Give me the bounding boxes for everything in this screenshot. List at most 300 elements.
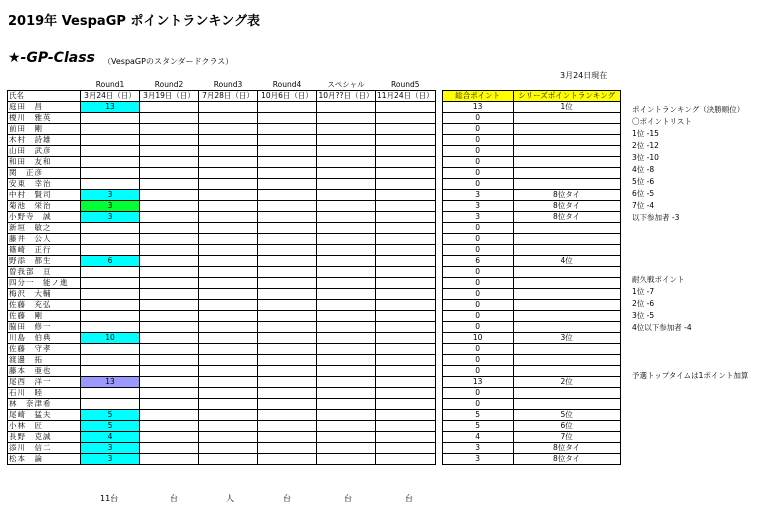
name-cell: 渡邊 拓 (8, 355, 81, 366)
table-row (8, 146, 621, 157)
endurance-title: 耐久戦ポイント (632, 275, 685, 284)
round-cell (258, 432, 317, 443)
round1-cell (81, 399, 140, 410)
round-cell (258, 355, 317, 366)
round-cell (376, 311, 436, 322)
round-cell (140, 377, 199, 388)
endurance-item: 2位 -6 (632, 299, 655, 308)
total-cell: 6 (442, 256, 513, 267)
round-cell (258, 223, 317, 234)
round-cell (376, 267, 436, 278)
rank-cell: 6位 (513, 421, 620, 432)
rank-cell: 7位 (513, 432, 620, 443)
name-cell: 脇田 修一 (8, 322, 81, 333)
round-cell (376, 421, 436, 432)
gap-cell (435, 267, 442, 278)
table-row (8, 190, 621, 201)
round-cell (199, 366, 258, 377)
round1-cell (81, 234, 140, 245)
round-cell (376, 289, 436, 300)
round-cell (317, 322, 376, 333)
round-cell (317, 212, 376, 223)
round-cell (199, 168, 258, 179)
round-cell (258, 124, 317, 135)
gap-cell (435, 366, 442, 377)
rank-cell (513, 344, 620, 355)
rank-cell (513, 289, 620, 300)
round-cell (376, 432, 436, 443)
round-cell (376, 366, 436, 377)
round-cell (376, 201, 436, 212)
round-cell (376, 333, 436, 344)
total-cell: 0 (442, 124, 513, 135)
round-cell (258, 168, 317, 179)
round-cell (199, 102, 258, 113)
rank-cell (513, 300, 620, 311)
round-cell (258, 146, 317, 157)
round1-cell (81, 355, 140, 366)
gap-cell (435, 179, 442, 190)
name-cell: 中村 賢司 (8, 190, 81, 201)
ranking-header: シリーズポイントランキング (513, 91, 620, 102)
rank-cell (513, 278, 620, 289)
round1-cell: 3 (81, 212, 140, 223)
round1-cell (81, 157, 140, 168)
name-cell: 尾西 洋一 (8, 377, 81, 388)
round-cell (317, 179, 376, 190)
round-cell (199, 135, 258, 146)
round-cell (376, 399, 436, 410)
round-cell (140, 289, 199, 300)
round-cell (317, 333, 376, 344)
participant-count: 11台 (100, 494, 119, 503)
point-item: 6位 -5 (632, 189, 655, 198)
round-cell (140, 223, 199, 234)
round-cell (199, 311, 258, 322)
round-cell (199, 157, 258, 168)
ranking-table (7, 80, 621, 465)
round-cell (376, 212, 436, 223)
round-cell (140, 366, 199, 377)
round1-cell (81, 344, 140, 355)
round-cell (258, 179, 317, 190)
round-label: Round5 (391, 80, 420, 89)
gap-cell (435, 212, 442, 223)
round-cell (199, 234, 258, 245)
name-cell: 安東 幸治 (8, 179, 81, 190)
total-cell: 0 (442, 157, 513, 168)
table-row (8, 278, 621, 289)
round-cell (258, 300, 317, 311)
column-header-row (8, 91, 621, 102)
round-cell (376, 234, 436, 245)
round-cell (376, 245, 436, 256)
table-row (8, 388, 621, 399)
point-item: 3位 -10 (632, 153, 659, 162)
gap-cell (435, 432, 442, 443)
round1-cell (81, 146, 140, 157)
name-cell: 林 奈津希 (8, 399, 81, 410)
round1-cell (81, 311, 140, 322)
name-cell: 梅沢 大輔 (8, 289, 81, 300)
gap-cell (435, 113, 442, 124)
round-cell (199, 289, 258, 300)
gap-cell (435, 300, 442, 311)
rank-cell: 5位 (513, 410, 620, 421)
total-cell: 0 (442, 146, 513, 157)
round-cell (140, 146, 199, 157)
rank-cell (513, 113, 620, 124)
date-header: 10月6日（日） (258, 91, 317, 102)
name-cell: 川島 伯典 (8, 333, 81, 344)
name-cell: 前田 剛 (8, 124, 81, 135)
point-item: 4位 -8 (632, 165, 655, 174)
rank-cell: 3位 (513, 333, 620, 344)
round-cell (199, 124, 258, 135)
table-row (8, 245, 621, 256)
gap-cell (435, 421, 442, 432)
round-cell (258, 399, 317, 410)
round-cell (258, 454, 317, 465)
round-cell (140, 311, 199, 322)
rank-cell (513, 168, 620, 179)
round-cell (140, 278, 199, 289)
round-cell (140, 113, 199, 124)
gap-cell (435, 355, 442, 366)
total-cell: 0 (442, 245, 513, 256)
total-cell: 4 (442, 432, 513, 443)
round-cell (317, 311, 376, 322)
table-row (8, 311, 621, 322)
round-cell (199, 399, 258, 410)
round-cell (258, 289, 317, 300)
name-cell: 四分一 能ノ進 (8, 278, 81, 289)
round-cell (376, 190, 436, 201)
round1-cell: 10 (81, 333, 140, 344)
participant-count: 台 (405, 494, 413, 503)
round-cell (317, 146, 376, 157)
gap-cell (435, 135, 442, 146)
date-header: 10月??日（日） (318, 91, 374, 100)
table-row (8, 179, 621, 190)
table-row (8, 267, 621, 278)
total-cell: 0 (442, 135, 513, 146)
round-cell (199, 190, 258, 201)
round-cell (258, 245, 317, 256)
date-header: 3月24日（日） (81, 91, 140, 102)
round-cell (258, 344, 317, 355)
round-label: スペシャル (327, 80, 365, 89)
round-cell (376, 355, 436, 366)
round1-cell (81, 289, 140, 300)
total-cell: 0 (442, 366, 513, 377)
round1-cell: 3 (81, 443, 140, 454)
rank-cell (513, 179, 620, 190)
total-cell: 3 (442, 212, 513, 223)
round1-cell (81, 278, 140, 289)
table-row (8, 344, 621, 355)
round-cell (140, 355, 199, 366)
round1-cell: 4 (81, 432, 140, 443)
total-cell: 0 (442, 179, 513, 190)
class-name: ★-GP-Class (8, 50, 95, 66)
round-label: Round1 (95, 80, 125, 89)
round-cell (258, 322, 317, 333)
round1-cell: 13 (81, 377, 140, 388)
round-cell (140, 102, 199, 113)
endurance-item: 3位 -5 (632, 311, 655, 320)
name-cell: 山田 武彦 (8, 146, 81, 157)
total-cell: 0 (442, 399, 513, 410)
round-cell (140, 179, 199, 190)
rank-cell (513, 135, 620, 146)
round-cell (317, 388, 376, 399)
round1-cell: 6 (81, 256, 140, 267)
table-row (8, 377, 621, 388)
name-cell: 添川 信二 (8, 443, 81, 454)
table-row (8, 399, 621, 410)
name-cell: 佐藤 充弘 (8, 300, 81, 311)
table-row (8, 234, 621, 245)
gap-cell (435, 289, 442, 300)
name-header: 氏名 (8, 91, 81, 102)
gap-cell (435, 454, 442, 465)
round-cell (199, 432, 258, 443)
rank-cell: 8位タイ (513, 190, 620, 201)
participant-count: 人 (226, 494, 234, 503)
gap-cell (435, 256, 442, 267)
round-cell (376, 344, 436, 355)
gap-cell (435, 410, 442, 421)
rank-cell: 8位タイ (513, 212, 620, 223)
round-cell (317, 113, 376, 124)
round-cell (376, 322, 436, 333)
round-label: Round3 (213, 80, 243, 89)
round-cell (199, 454, 258, 465)
page-title: 2019年 VespaGP ポイントランキング表 (8, 14, 261, 29)
total-cell: 5 (442, 421, 513, 432)
gap-cell (435, 333, 442, 344)
table-row (8, 410, 621, 421)
round-cell (199, 113, 258, 124)
gap-cell (435, 234, 442, 245)
table-row (8, 322, 621, 333)
round1-cell: 3 (81, 201, 140, 212)
date-header: 3月19日（日） (140, 91, 199, 102)
table-row (8, 135, 621, 146)
round-cell (258, 443, 317, 454)
name-cell: 藤本 亜也 (8, 366, 81, 377)
round1-cell (81, 267, 140, 278)
round-cell (140, 454, 199, 465)
point-item: 7位 -4 (632, 201, 655, 210)
rank-cell (513, 223, 620, 234)
round-cell (317, 410, 376, 421)
gap-cell (435, 278, 442, 289)
round-cell (199, 443, 258, 454)
round-cell (376, 124, 436, 135)
round-cell (317, 135, 376, 146)
table-row (8, 333, 621, 344)
round-cell (376, 454, 436, 465)
round-cell (317, 454, 376, 465)
name-cell: 新垣 敏之 (8, 223, 81, 234)
name-cell: 長野 克誠 (8, 432, 81, 443)
rank-cell (513, 234, 620, 245)
round-cell (317, 168, 376, 179)
round-cell (376, 300, 436, 311)
gap-cell (435, 190, 442, 201)
round-cell (140, 124, 199, 135)
total-cell: 10 (442, 333, 513, 344)
table-row (8, 201, 621, 212)
rank-cell (513, 245, 620, 256)
round-cell (199, 421, 258, 432)
ranking-rows (8, 102, 621, 465)
round-cell (140, 344, 199, 355)
name-cell: 松本 論 (8, 454, 81, 465)
table-row (8, 157, 621, 168)
round-cell (317, 432, 376, 443)
total-cell: 0 (442, 168, 513, 179)
round-cell (258, 421, 317, 432)
round-cell (199, 201, 258, 212)
points-notes (632, 0, 772, 520)
name-cell: 佐藤 剛 (8, 311, 81, 322)
gap-cell (435, 124, 442, 135)
rank-cell (513, 157, 620, 168)
round-cell (199, 245, 258, 256)
total-cell: 0 (442, 311, 513, 322)
round-cell (376, 113, 436, 124)
round-cell (317, 102, 376, 113)
round1-cell: 5 (81, 410, 140, 421)
round1-cell: 3 (81, 454, 140, 465)
total-header: 総合ポイント (442, 91, 513, 102)
round-cell (199, 388, 258, 399)
total-cell: 0 (442, 344, 513, 355)
round-cell (140, 135, 199, 146)
gap-cell (435, 245, 442, 256)
round-header-row (8, 80, 621, 91)
rank-cell: 4位 (513, 256, 620, 267)
round-cell (317, 223, 376, 234)
name-cell: 尾崎 猛夫 (8, 410, 81, 421)
round-cell (376, 135, 436, 146)
table-row (8, 256, 621, 267)
round-cell (317, 267, 376, 278)
round1-cell (81, 245, 140, 256)
table-row (8, 454, 621, 465)
round-cell (317, 300, 376, 311)
name-cell: 藤井 公人 (8, 234, 81, 245)
ranking-title-note: ポイントランキング（決勝順位） (632, 105, 745, 114)
round-cell (317, 245, 376, 256)
rank-cell (513, 388, 620, 399)
rank-cell (513, 355, 620, 366)
round-cell (258, 311, 317, 322)
total-cell: 5 (442, 410, 513, 421)
table-row (8, 289, 621, 300)
point-item: 以下参加者 -3 (632, 213, 680, 222)
round-cell (317, 289, 376, 300)
round1-cell (81, 168, 140, 179)
round1-cell (81, 135, 140, 146)
round1-cell (81, 388, 140, 399)
name-cell: 曽我部 亘 (8, 267, 81, 278)
participant-count: 台 (170, 494, 178, 503)
round-cell (199, 179, 258, 190)
gap-cell (435, 322, 442, 333)
round-label: Round2 (154, 80, 184, 89)
total-cell: 0 (442, 113, 513, 124)
rank-cell: 8位タイ (513, 201, 620, 212)
round-cell (140, 267, 199, 278)
name-cell: 野添 都生 (8, 256, 81, 267)
round-cell (199, 300, 258, 311)
round-cell (258, 366, 317, 377)
table-row (8, 223, 621, 234)
round-cell (140, 399, 199, 410)
round-cell (376, 146, 436, 157)
round-cell (199, 278, 258, 289)
name-cell: 菊池 栄治 (8, 201, 81, 212)
round-cell (258, 201, 317, 212)
table-row (8, 168, 621, 179)
total-cell: 0 (442, 223, 513, 234)
round-cell (376, 443, 436, 454)
round-cell (258, 113, 317, 124)
round1-cell (81, 366, 140, 377)
round-cell (140, 201, 199, 212)
gap-cell (435, 388, 442, 399)
name-cell: 関 正彦 (8, 168, 81, 179)
table-row (8, 443, 621, 454)
round-cell (317, 366, 376, 377)
as-of-date: 3月24日現在 (560, 71, 608, 80)
total-cell: 0 (442, 289, 513, 300)
total-cell: 13 (442, 102, 513, 113)
round-cell (317, 201, 376, 212)
table-row (8, 432, 621, 443)
name-cell: 小林 匠 (8, 421, 81, 432)
rank-cell: 8位タイ (513, 443, 620, 454)
date-header: 11月24日（日） (377, 91, 434, 100)
name-cell: 篠崎 正行 (8, 245, 81, 256)
round-cell (140, 190, 199, 201)
rank-cell (513, 322, 620, 333)
round-cell (317, 344, 376, 355)
point-item: 2位 -12 (632, 141, 659, 150)
name-cell: 佐藤 守孝 (8, 344, 81, 355)
round-cell (258, 388, 317, 399)
rank-cell: 2位 (513, 377, 620, 388)
round1-cell (81, 300, 140, 311)
round1-cell (81, 124, 140, 135)
round1-cell: 3 (81, 190, 140, 201)
round-cell (317, 256, 376, 267)
round-cell (376, 388, 436, 399)
round-cell (140, 234, 199, 245)
round1-cell (81, 179, 140, 190)
gap-cell (435, 344, 442, 355)
gap-cell (435, 311, 442, 322)
round-cell (258, 256, 317, 267)
gap-cell (435, 157, 442, 168)
total-cell: 0 (442, 322, 513, 333)
round1-cell: 5 (81, 421, 140, 432)
name-cell: 榎川 雅英 (8, 113, 81, 124)
